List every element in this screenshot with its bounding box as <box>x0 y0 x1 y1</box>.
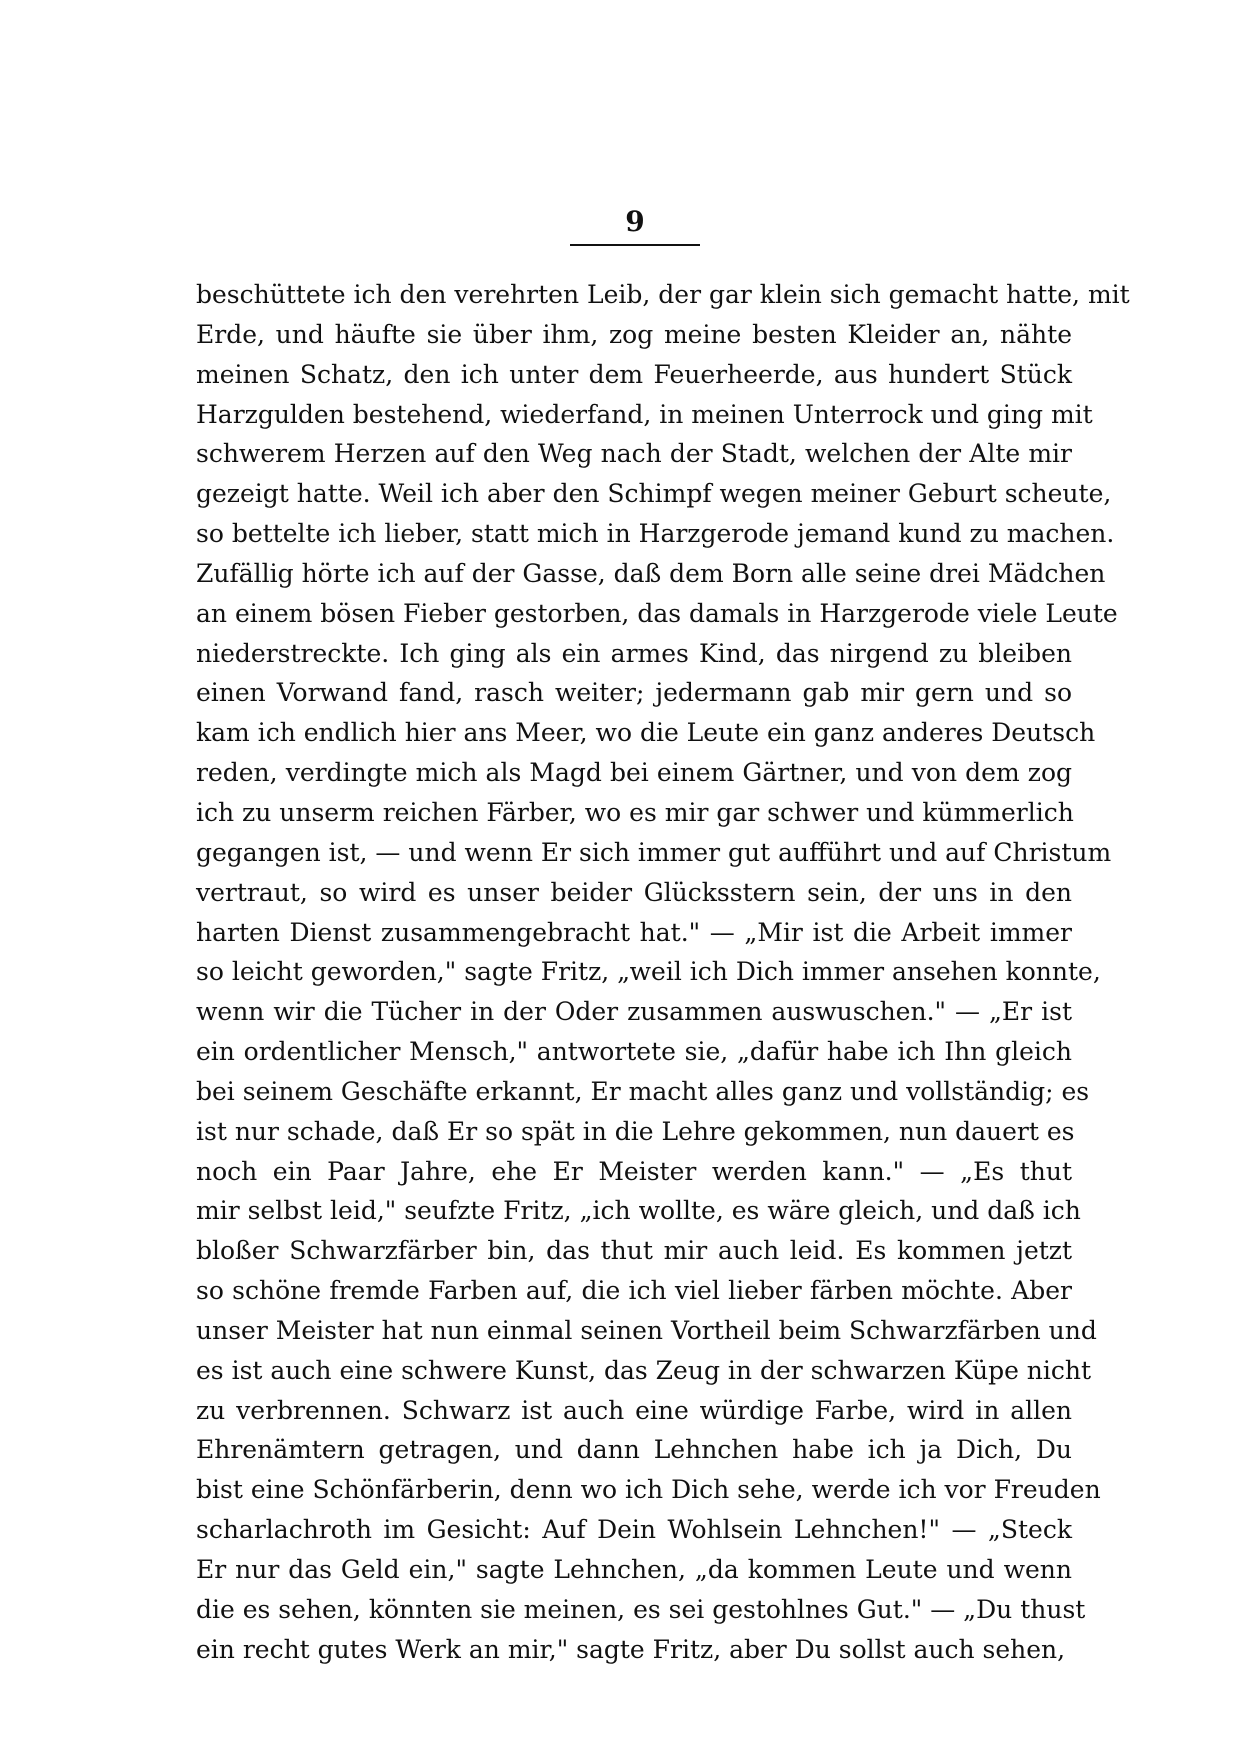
text-line: einen Vorwand fand, rasch weiter; jedermann gab mir gern und so <box>196 678 1072 708</box>
text-line: kam ich endlich hier ans Meer, wo die Leute ein ganz anderes Deutsch <box>196 718 1096 748</box>
header-rule <box>570 244 700 246</box>
text-line: so leicht geworden," sagte Fritz, „weil ich Dich immer ansehen konnte, <box>196 957 1101 987</box>
text-line: an einem bösen Fieber gestorben, das damals in Harzgerode viele Leute <box>196 598 1118 628</box>
text-line: so schöne fremde Farben auf, die ich viel lieber färben möchte. Aber <box>196 1276 1072 1306</box>
text-line: ich zu unserm reichen Färber, wo es mir gar schwer und kümmerlich <box>196 797 1074 827</box>
text-line: zu verbrennen. Schwarz ist auch eine würdige Farbe, wird in allen <box>196 1395 1072 1425</box>
text-line: es ist auch eine schwere Kunst, das Zeug in der schwarzen Küpe nicht <box>196 1355 1092 1385</box>
text-line: gegangen ist, — und wenn Er sich immer gut aufführt und auf Christum <box>196 837 1112 867</box>
text-line: niederstreckte. Ich ging als ein armes Kind, das nirgend zu bleiben <box>196 638 1072 668</box>
text-line: wenn wir die Tücher in der Oder zusammen auswuschen." — „Er ist <box>196 997 1072 1027</box>
text-line: meinen Schatz, den ich unter dem Feuerheerde, aus hundert Stück <box>196 359 1072 389</box>
text-line: ein ordentlicher Mensch," antwortete sie, „dafür habe ich Ihn gleich <box>196 1037 1072 1067</box>
text-line: mir selbst leid," seufzte Fritz, „ich wollte, es wäre gleich, und daß ich <box>196 1196 1081 1226</box>
page-number: 9 <box>625 205 645 238</box>
text-line: reden, verdingte mich als Magd bei einem Gärtner, und von dem zog <box>196 758 1072 788</box>
text-line: bei seinem Geschäfte erkannt, Er macht alles ganz und vollständig; es <box>196 1076 1090 1106</box>
text-line: unser Meister hat nun einmal seinen Vortheil beim Schwarzfärben und <box>196 1315 1097 1345</box>
text-line: ist nur schade, daß Er so spät in die Lehre gekommen, nun dauert es <box>196 1116 1075 1146</box>
text-line: Er nur das Geld ein," sagte Lehnchen, „da kommen Leute und wenn <box>196 1555 1072 1584</box>
text-line: schwerem Herzen auf den Weg nach der Stadt, welchen der Alte mir <box>196 439 1072 469</box>
text-line: Zufällig hörte ich auf der Gasse, daß dem Born alle seine drei Mädchen <box>196 558 1106 588</box>
text-line: bloßer Schwarzfärber bin, das thut mir auch leid. Es kommen jetzt <box>196 1236 1072 1266</box>
text-line: bist eine Schönfärberin, denn wo ich Dich sehe, werde ich vor Freuden <box>196 1475 1101 1505</box>
text-line: gezeigt hatte. Weil ich aber den Schimpf wegen meiner Geburt scheute, <box>196 479 1112 509</box>
text-line: Harzgulden bestehend, wiederfand, in meinen Unterrock und ging mit <box>196 399 1093 429</box>
text-line: harten Dienst zusammengebracht hat." — „Mir ist die Arbeit immer <box>196 917 1072 947</box>
text-line: die es sehen, könnten sie meinen, es sei gestohlnes Gut." — „Du thust <box>196 1594 1086 1624</box>
text-line: vertraut, so wird es unser beider Glücksstern sein, der uns in den <box>196 877 1072 907</box>
text-line: scharlachroth im Gesicht: Auf Dein Wohlsein Lehnchen!" — „Steck <box>196 1515 1072 1545</box>
body-text <box>196 275 1130 1670</box>
text-line: beschüttete ich den verehrten Leib, der gar klein sich gemacht hatte, mit <box>196 280 1130 309</box>
text-line: so bettelte ich lieber, statt mich in Harzgerode jemand kund zu machen. <box>196 519 1115 549</box>
text-line: ein recht gutes Werk an mir," sagte Fritz, aber Du sollst auch sehen, <box>196 1634 1066 1664</box>
text-line: Ehrenämtern getragen, und dann Lehnchen habe ich ja Dich, Du <box>196 1435 1072 1465</box>
text-line: Erde, und häufte sie über ihm, zog meine besten Kleider an, nähte <box>196 319 1072 349</box>
text-line: noch ein Paar Jahre, ehe Er Meister werden kann." — „Es thut <box>196 1156 1072 1186</box>
